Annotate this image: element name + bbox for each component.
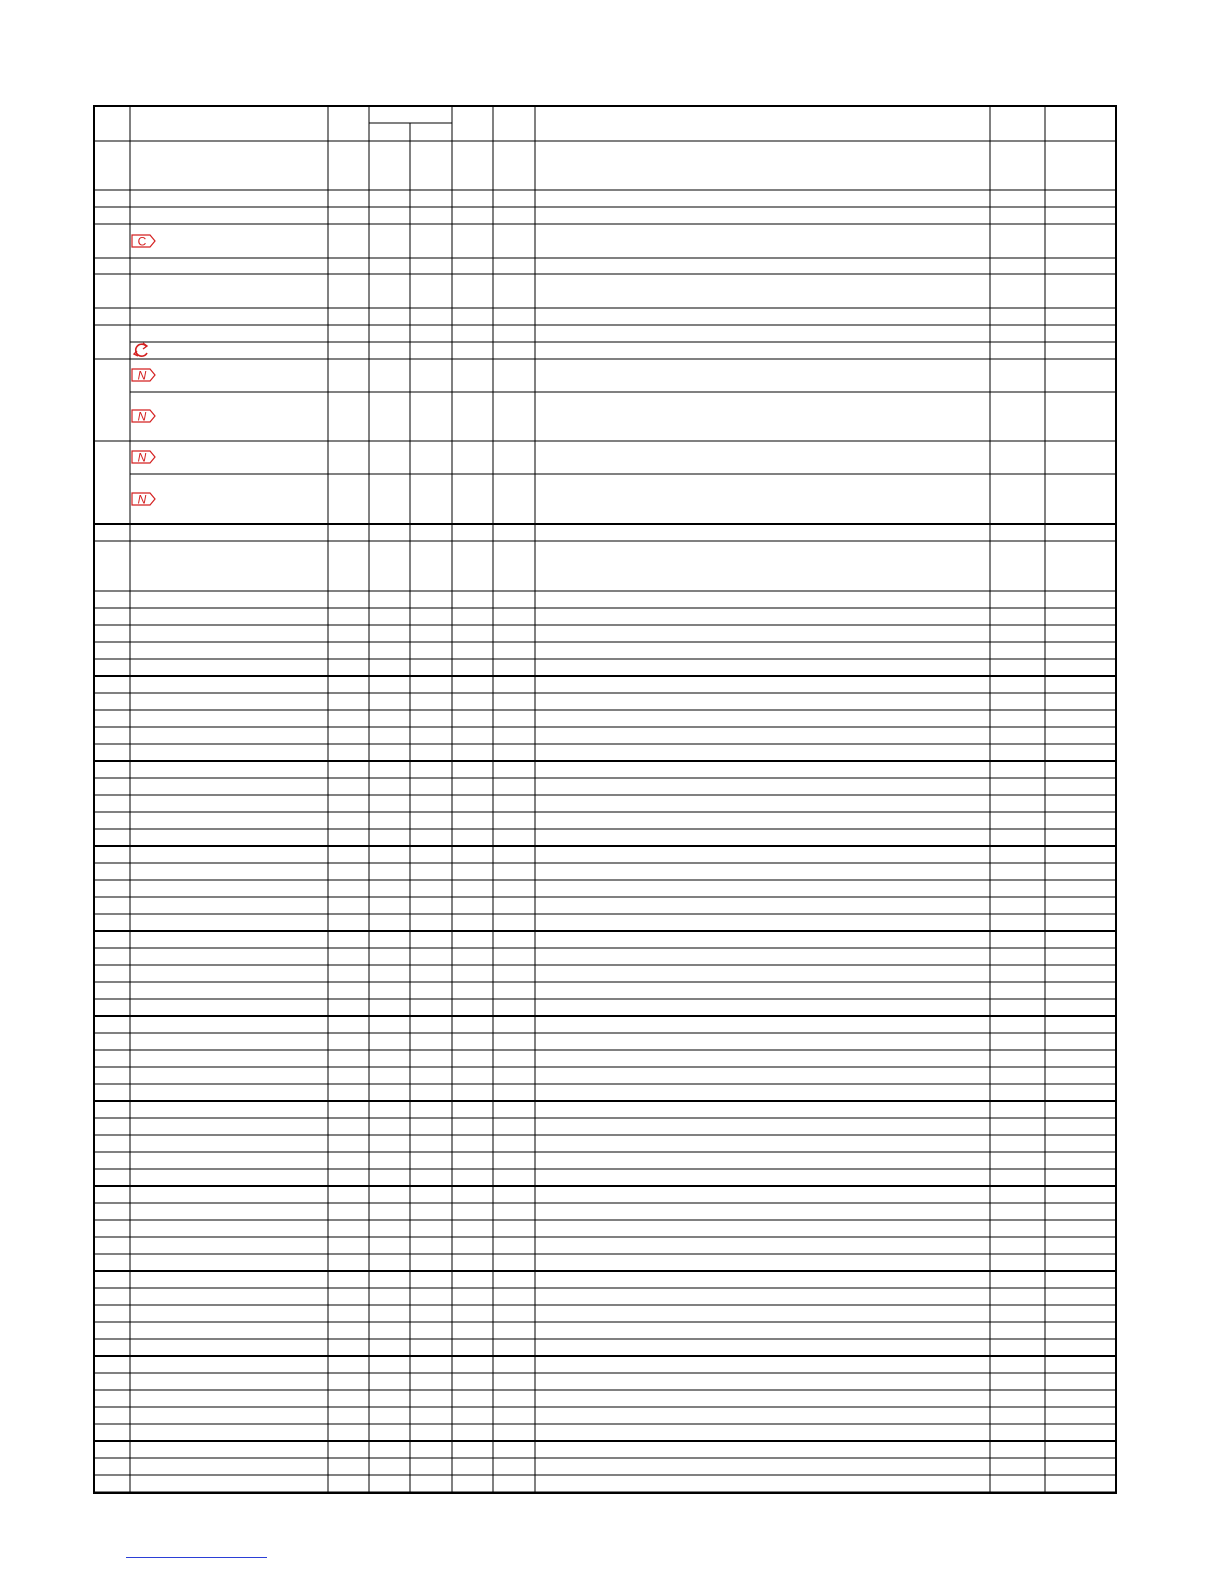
- mark-symbol: N: [137, 409, 147, 424]
- new-part-mark-icon: [132, 493, 155, 507]
- table-grid: [94, 106, 1116, 1493]
- new-part-mark-icon: [132, 410, 155, 424]
- new-part-mark-icon: [132, 451, 155, 465]
- change-mark-icon: [132, 235, 155, 249]
- revision-mark-icon: [134, 343, 147, 356]
- table-frame: [94, 106, 1116, 1493]
- new-part-mark-icon: [132, 369, 155, 383]
- row-marks: [132, 235, 155, 507]
- mark-symbol: N: [137, 450, 147, 465]
- footer-link-underline[interactable]: [126, 1557, 267, 1558]
- mark-symbol: C: [137, 234, 147, 249]
- mark-symbol: N: [137, 492, 147, 507]
- mark-symbol: N: [137, 368, 147, 383]
